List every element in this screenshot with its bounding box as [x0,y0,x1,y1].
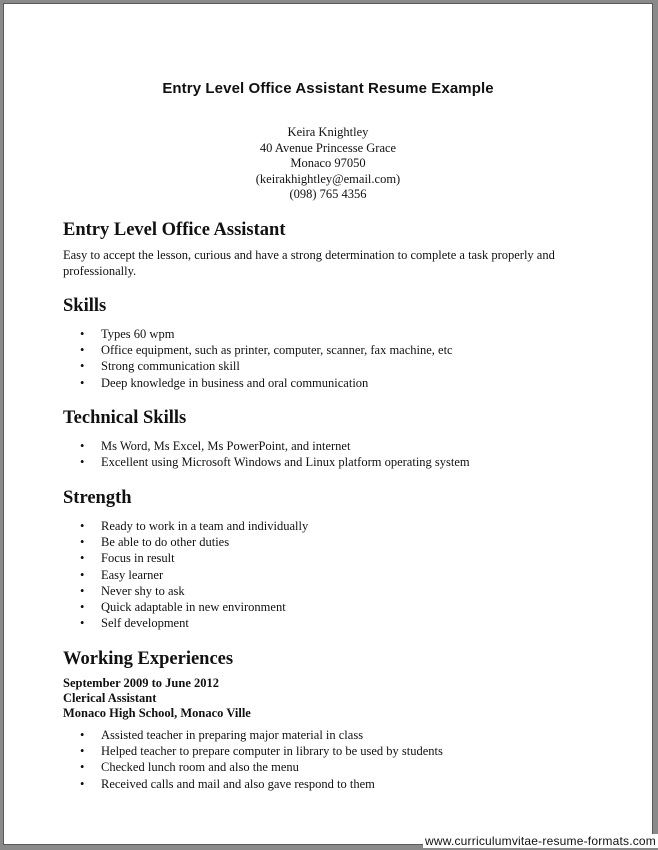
experience-list [63,727,443,792]
experience-text: Received calls and mail and also gave respond to them [101,776,375,791]
strength-text: Be able to do other duties [101,535,230,550]
list-item [63,454,470,470]
bullet-icon: • [80,776,85,791]
list-item [63,727,443,743]
strength-list [63,518,308,631]
contact-name: Keira Knightley [287,125,369,139]
list-item [63,326,453,342]
bullet-icon: • [80,744,85,759]
list-item [63,358,453,374]
experience-heading: Working Experiences [63,649,234,669]
list-item [63,342,453,358]
experience-employer: Monaco High School, Monaco Ville [63,706,251,720]
watermark-link: www.curriculumvitae-resume-formats.com [425,834,656,848]
contact-city: Monaco 97050 [290,156,366,170]
skills-heading: Skills [63,296,107,316]
list-item [63,599,308,615]
skill-text: Types 60 wpm [101,327,175,341]
bullet-icon: • [80,375,85,390]
experience-position: Clerical Assistant [63,691,157,705]
skill-text: Office equipment, such as printer, computer, scanner, fax machine, etc [101,343,453,358]
bullet-icon: • [80,327,85,341]
contact-email: (keirakhightley@email.com) [255,171,401,186]
bullet-icon: • [80,583,85,598]
document-title: Entry Level Office Assistant Resume Example [162,80,494,97]
list-item [63,438,470,454]
objective-text: Easy to accept the lesson, curious and have a strong determination to complete a task properly and professionally. [63,248,555,278]
strength-text: Quick adaptable in new environment [101,600,286,615]
bullet-icon: • [80,616,85,631]
resume-page [3,3,653,845]
strength-text: Focus in result [101,551,175,566]
skill-text: Strong communication skill [101,359,240,374]
strength-text: Self development [101,616,189,631]
bullet-icon: • [80,439,85,453]
list-item [63,583,308,599]
experience-text: Helped teacher to prepare computer in library to be used by students [101,744,443,759]
list-item [63,615,308,631]
bullet-icon: • [80,535,85,550]
bullet-icon: • [80,760,85,775]
bullet-icon: • [80,551,85,566]
strength-heading: Strength [63,488,132,508]
list-item [63,759,443,775]
bullet-icon: • [80,455,85,470]
experience-details [63,676,251,721]
list-item [63,776,443,792]
objective-heading: Entry Level Office Assistant [63,220,286,240]
skill-text: Deep knowledge in business and oral communication [101,375,369,390]
list-item [63,743,443,759]
bullet-icon: • [80,600,85,615]
skills-list [63,326,453,391]
experience-text: Checked lunch room and also the menu [101,760,299,775]
technical-skill-text: Ms Word, Ms Excel, Ms PowerPoint, and internet [101,439,351,453]
strength-text: Easy learner [101,567,164,582]
bullet-icon: • [80,343,85,358]
contact-phone: (098) 765 4356 [289,187,367,201]
bullet-icon: • [80,567,85,582]
bullet-icon: • [80,519,85,533]
list-item [63,567,308,583]
contact-address: 40 Avenue Princesse Grace [259,140,397,155]
experience-text: Assisted teacher in preparing major material in class [101,728,364,742]
bullet-icon: • [80,728,85,742]
technical-skills-list [63,438,470,470]
list-item [63,375,453,391]
list-item [63,550,308,566]
strength-text: Ready to work in a team and individually [101,519,309,533]
contact-block [4,125,652,203]
technical-skill-text: Excellent using Microsoft Windows and Linux platform operating system [101,455,470,470]
experience-period: September 2009 to June 2012 [63,676,220,690]
list-item [63,518,308,534]
technical-skills-heading: Technical Skills [63,408,187,428]
bullet-icon: • [80,359,85,374]
strength-text: Never shy to ask [101,583,185,598]
list-item [63,534,308,550]
